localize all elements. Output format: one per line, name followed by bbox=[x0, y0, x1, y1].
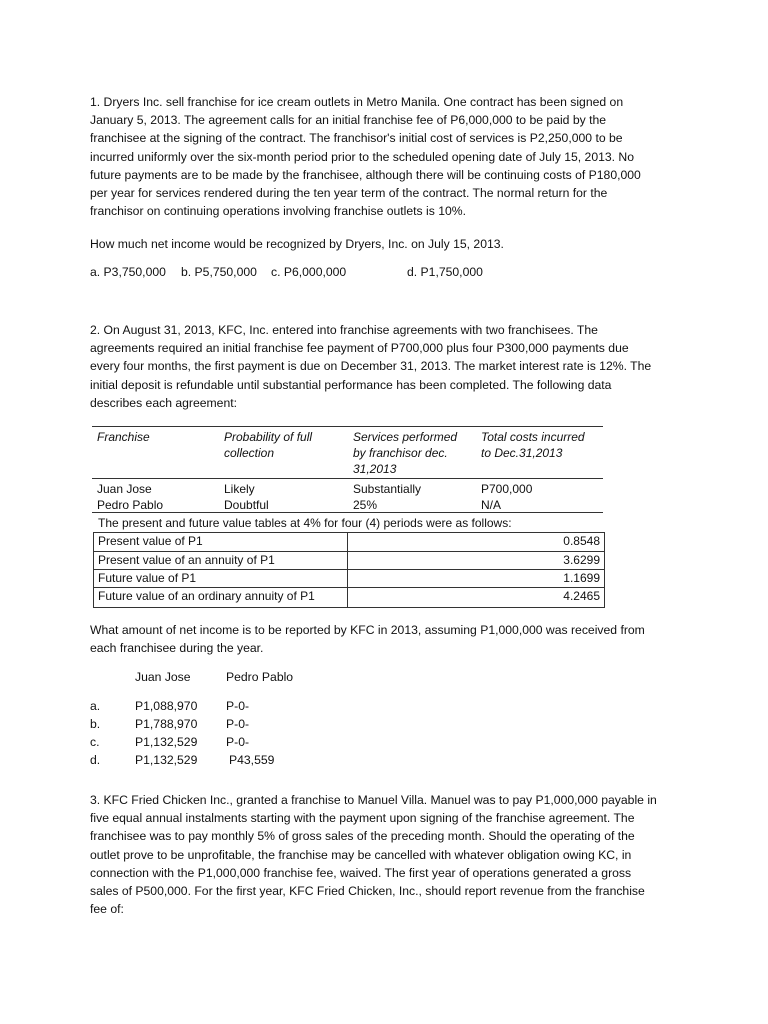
answer-pedro: P-0- bbox=[226, 717, 250, 731]
header-costs: Total costs incurred bbox=[481, 430, 585, 444]
row-franchise: Juan Jose bbox=[97, 482, 152, 496]
q2-question-line: each franchisee during the year. bbox=[90, 641, 264, 656]
answer-juan: P1,788,970 bbox=[135, 717, 198, 731]
answer-header-juan: Juan Jose bbox=[135, 670, 191, 684]
header-services: Services performed bbox=[353, 430, 458, 444]
pv-value: 3.6299 bbox=[563, 553, 600, 567]
q3-line: franchisee was to pay monthly 5% of gross sales of the preceding month. Should the operating of the bbox=[90, 829, 635, 844]
q2-line: 2. On August 31, 2013, KFC, Inc. entered into franchise agreements with two franchisees. The bbox=[90, 323, 598, 337]
answer-letter: d. bbox=[90, 753, 101, 767]
q3-line: fee of: bbox=[90, 902, 124, 917]
row-probability: Doubtful bbox=[224, 498, 269, 512]
answer-pedro: P-0- bbox=[226, 735, 250, 749]
answer-letter: b. bbox=[90, 717, 101, 731]
q2-paragraph bbox=[90, 321, 680, 412]
pv-label: Present value of P1 bbox=[98, 534, 203, 548]
answer-header-pedro: Pedro Pablo bbox=[226, 670, 294, 684]
q1-line: franchisee at the signing of the contract. The franchisor's initial cost of services is P2,250,000 to be bbox=[90, 131, 623, 146]
q1-line: future payments are to be made by the franchisee, although there will be continuing costs of P180,000 bbox=[90, 167, 641, 182]
q1-line: incurred uniformly over the six-month period prior to the scheduled opening date of July 15, 2013. No bbox=[90, 149, 635, 164]
pv-label: Future value of P1 bbox=[98, 571, 197, 585]
header-franchise: Franchise bbox=[97, 430, 150, 444]
header-probability-2: collection bbox=[224, 446, 275, 460]
table-note: The present and future value tables at 4% for four (4) periods were as follows: bbox=[98, 516, 512, 530]
header-services-3: 31,2013 bbox=[353, 462, 397, 476]
table-rule bbox=[92, 512, 603, 513]
answer-juan: P1,132,529 bbox=[135, 735, 198, 749]
q3-paragraph bbox=[90, 791, 680, 918]
q2-line: initial deposit is refundable until substantial performance has been completed. The following data bbox=[90, 377, 612, 392]
row-probability: Likely bbox=[224, 482, 255, 496]
table-rule bbox=[92, 478, 603, 479]
q3-line: outlet prove to be unprofitable, the franchise may be cancelled with whatever obligation owing KC, in bbox=[90, 847, 632, 862]
answer-juan: P1,088,970 bbox=[135, 699, 198, 713]
row-costs: N/A bbox=[481, 498, 502, 512]
q1-line: January 5, 2013. The agreement calls for an initial franchise fee of P6,000,000 to be paid by the bbox=[90, 113, 607, 128]
q1-choice-b: b. P5,750,000 bbox=[181, 265, 257, 279]
q2-question bbox=[90, 621, 680, 657]
header-probability: Probability of full bbox=[224, 430, 313, 444]
table-rule bbox=[92, 426, 603, 427]
header-services-2: by franchisor dec. bbox=[353, 446, 448, 460]
pv-value: 0.8548 bbox=[563, 534, 600, 548]
pv-table bbox=[93, 532, 605, 608]
franchise-table bbox=[92, 426, 603, 512]
row-costs: P700,000 bbox=[481, 482, 533, 496]
answer-letter: a. bbox=[90, 699, 101, 713]
answer-pedro: P43,559 bbox=[229, 753, 275, 767]
q2-line: agreements required an initial franchise fee payment of P700,000 plus four P300,000 payments due bbox=[90, 341, 629, 356]
q1-choice-c: c. P6,000,000 bbox=[271, 265, 347, 279]
answer-juan: P1,132,529 bbox=[135, 753, 198, 767]
pv-label: Present value of an annuity of P1 bbox=[98, 553, 275, 567]
q3-line: five equal annual instalments starting with the payment upon signing of the franchise agreement. The bbox=[90, 811, 635, 826]
q1-line: per year for services rendered during the ten year term of the contract. The normal return for the bbox=[90, 186, 608, 201]
q2-line: every four months, the first payment is due on December 31, 2013. The market interest rate is 12%. The bbox=[90, 359, 652, 374]
q1-paragraph bbox=[90, 93, 680, 220]
row-services: 25% bbox=[353, 498, 378, 512]
answer-pedro: P-0- bbox=[226, 699, 250, 713]
q1-line: 1. Dryers Inc. sell franchise for ice cream outlets in Metro Manila. One contract has been signed on bbox=[90, 95, 624, 109]
q2-line: describes each agreement: bbox=[90, 395, 238, 410]
q2-question-line: What amount of net income is to be reported by KFC in 2013, assuming P1,000,000 was received from bbox=[90, 623, 645, 637]
q1-choice-d: d. P1,750,000 bbox=[407, 265, 483, 279]
pv-value: 1.1699 bbox=[563, 571, 600, 585]
row-services: Substantially bbox=[353, 482, 422, 496]
pv-value: 4.2465 bbox=[563, 589, 600, 603]
q1-line: franchisor on continuing operations involving franchise outlets is 10%. bbox=[90, 204, 466, 219]
q1-question: How much net income would be recognized by Dryers, Inc. on July 15, 2013. bbox=[90, 237, 504, 251]
pv-row bbox=[94, 587, 604, 606]
answer-letter: c. bbox=[90, 735, 100, 749]
pv-row bbox=[94, 533, 604, 551]
pv-row bbox=[94, 551, 604, 570]
header-costs-2: to Dec.31,2013 bbox=[481, 446, 563, 460]
q3-line: sales of P500,000. For the first year, KFC Fried Chicken, Inc., should report revenue from the franchise bbox=[90, 884, 645, 899]
q3-line: connection with the P1,000,000 franchise fee, waived. The first year of operations generated a gross bbox=[90, 865, 632, 880]
q1-choice-a: a. P3,750,000 bbox=[90, 265, 166, 279]
q3-line: 3. KFC Fried Chicken Inc., granted a franchise to Manuel Villa. Manuel was to pay P1,000,000 payable in bbox=[90, 793, 657, 807]
pv-row bbox=[94, 569, 604, 588]
row-franchise: Pedro Pablo bbox=[97, 498, 164, 512]
pv-label: Future value of an ordinary annuity of P1 bbox=[98, 589, 315, 603]
